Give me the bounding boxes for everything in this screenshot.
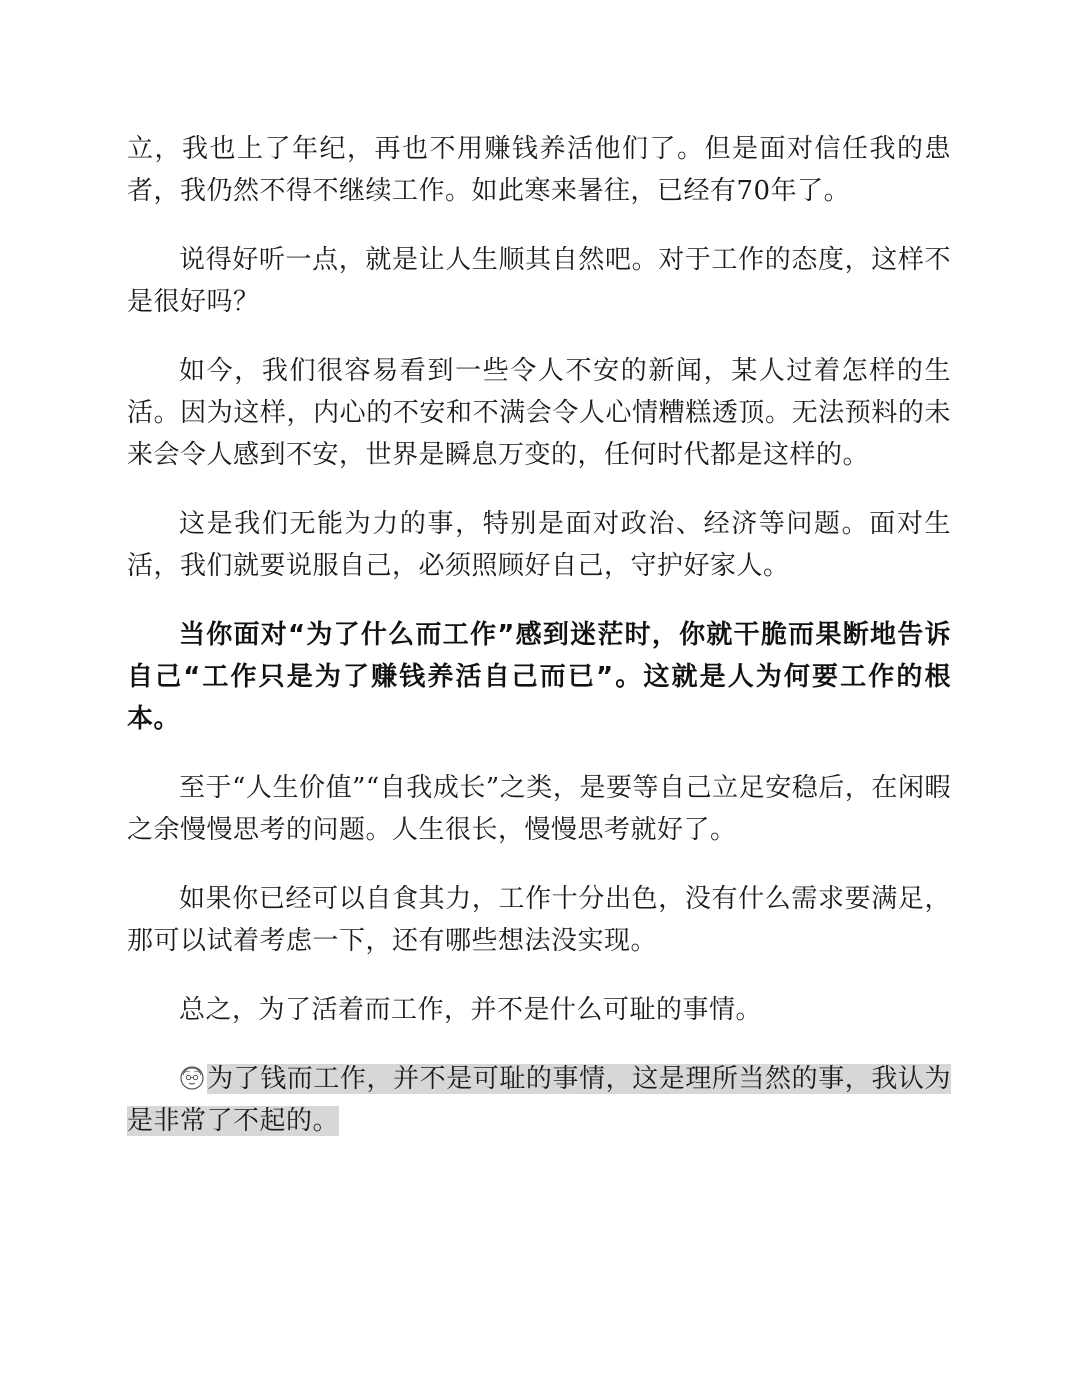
paragraph-key-point: 当你面对“为了什么而工作”感到迷茫时，你就干脆而果断地告诉自己“工作只是为了赚钱养活自己而已”。这就是人为何要工作的根本。 (127, 620, 951, 734)
note-avatar-icon[interactable] (179, 1065, 205, 1091)
paragraph-8: 总之，为了活着而工作，并不是什么可耻的事情。 (179, 995, 763, 1025)
page-body (127, 128, 951, 1142)
paragraph-4: 这是我们无能为力的事，特别是面对政治、经济等问题。面对生活，我们就要说服自己，必须照顾好自己，守护好家人。 (127, 509, 951, 581)
annotation-paragraph[interactable] (127, 1058, 951, 1142)
annotation-highlight-text[interactable]: 为了钱而工作，并不是可耻的事情，这是理所当然的事，我认为是非常了不起的。 (127, 1064, 951, 1136)
paragraph-6: 至于“人生价值”“自我成长”之类，是要等自己立足安稳后，在闲暇之余慢慢思考的问题。人生很长，慢慢思考就好了。 (127, 773, 951, 845)
paragraph-2: 说得好听一点，就是让人生顺其自然吧。对于工作的态度，这样不是很好吗？ (127, 245, 951, 317)
paragraph-7: 如果你已经可以自食其力，工作十分出色，没有什么需求要满足，那可以试着考虑一下，还有哪些想法没实现。 (127, 884, 951, 956)
paragraph-3: 如今，我们很容易看到一些令人不安的新闻，某人过着怎样的生活。因为这样，内心的不安和不满会令人心情糟糕透顶。无法预料的未来会令人感到不安，世界是瞬息万变的，任何时代都是这样的。 (127, 356, 951, 470)
paragraph-1: 立，我也上了年纪，再也不用赚钱养活他们了。但是面对信任我的患者，我仍然不得不继续工作。如此寒来暑往，已经有70年了。 (127, 134, 951, 206)
